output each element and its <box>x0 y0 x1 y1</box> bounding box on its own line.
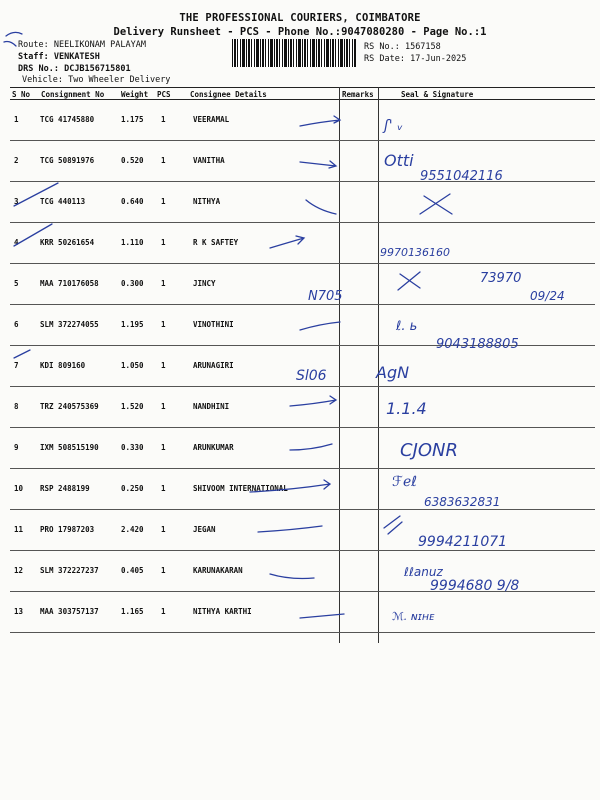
table-row <box>10 428 595 469</box>
rs-no-line <box>364 42 441 52</box>
table-row <box>10 592 595 633</box>
cell-pcs: 1 <box>161 238 166 247</box>
col-header-sno: S No <box>12 90 31 99</box>
cell-weight: 1.110 <box>121 238 144 247</box>
cell-pcs: 1 <box>161 607 166 616</box>
note-row5: 73970 <box>480 271 522 286</box>
cell-consignee: JINCY <box>193 279 216 288</box>
cell-consignee: SHIVOOM INTERNATIONAL <box>193 484 288 493</box>
cell-consignment: PRO 17987203 <box>40 525 95 534</box>
route-line <box>18 40 146 50</box>
phone-row4: 9970136160 <box>380 246 450 259</box>
table-row <box>10 387 595 428</box>
cell-consignee: ARUNKUMAR <box>193 443 234 452</box>
signature-row12: ℓℓanuz <box>404 565 443 579</box>
signature-row2: Otti <box>384 151 414 170</box>
cell-consignee: R K SAFTEY <box>193 238 239 247</box>
cell-sno: 6 <box>14 320 19 329</box>
staff-value: VENKATESH <box>53 52 100 62</box>
drs-label: DRS No.: <box>18 64 59 74</box>
table-row <box>10 264 595 305</box>
phone-row10: 6383632831 <box>424 495 501 509</box>
cell-pcs: 1 <box>161 361 166 370</box>
cell-sno: 12 <box>14 566 24 575</box>
signature-row1: ʃ' ᵥ <box>384 118 403 134</box>
cell-pcs: 1 <box>161 443 166 452</box>
col-header-remarks: Remarks <box>342 90 374 99</box>
vehicle-label: Vehicle: <box>22 75 63 85</box>
table-row <box>10 346 595 387</box>
runsheet-subtitle: Delivery Runsheet - PCS - Phone No.:9047080280 - Page No.:1 <box>113 26 487 38</box>
cell-consignee: JEGAN <box>193 525 216 534</box>
cell-consignee: NITHYA <box>193 197 221 206</box>
cell-consignment: SLM 372227237 <box>40 566 99 575</box>
cell-consignment: IXM 508515190 <box>40 443 99 452</box>
cell-pcs: 1 <box>161 279 166 288</box>
cell-sno: 11 <box>14 525 24 534</box>
cell-weight: 1.195 <box>121 320 144 329</box>
table-row <box>10 510 595 551</box>
vehicle-value: Two Wheeler Delivery <box>68 75 171 85</box>
cell-pcs: 1 <box>161 566 166 575</box>
table-top-rule <box>10 87 595 88</box>
col-header-pcs: PCS <box>157 90 171 99</box>
cell-sno: 4 <box>14 238 19 247</box>
staff-label: Staff: <box>18 52 49 62</box>
table-row <box>10 469 595 510</box>
cell-consignment: RSP 2488199 <box>40 484 90 493</box>
cell-pcs: 1 <box>161 156 166 165</box>
remark-row7: Sl06 <box>296 368 327 384</box>
phone-row12: 9994680 9/8 <box>430 578 520 594</box>
remark-row5: N705 <box>308 289 343 304</box>
cell-consignment: MAA 710176058 <box>40 279 99 288</box>
signature-row7: AgN <box>376 363 410 382</box>
cell-weight: 0.330 <box>121 443 144 452</box>
signature-row10: ℱℯℓ <box>392 474 418 490</box>
route-value: NEELIKONAM PALAYAM <box>53 40 146 50</box>
signature-row13: ℳ. ɴɪʜᴇ <box>392 610 435 623</box>
rs-no-value: 1567158 <box>404 42 441 52</box>
phone-row11: 9994211071 <box>418 534 508 550</box>
cell-weight: 1.175 <box>121 115 144 124</box>
cell-consignment: TCG 440113 <box>40 197 86 206</box>
cell-weight: 1.050 <box>121 361 144 370</box>
signature-row8: 1.1.4 <box>386 399 427 418</box>
cell-consignee: ARUNAGIRI <box>193 361 234 370</box>
company-title: THE PROFESSIONAL COURIERS, COIMBATORE <box>179 12 421 24</box>
table-row <box>10 305 595 346</box>
row-divider <box>10 632 595 633</box>
table-row <box>10 223 595 264</box>
cell-sno: 2 <box>14 156 19 165</box>
cell-weight: 0.300 <box>121 279 144 288</box>
cell-consignment: KDI 809160 <box>40 361 86 370</box>
cell-consignee: NANDHINI <box>193 402 230 411</box>
cell-consignment: TCG 50891976 <box>40 156 95 165</box>
cell-weight: 1.165 <box>121 607 144 616</box>
cell-sno: 5 <box>14 279 19 288</box>
cell-pcs: 1 <box>161 197 166 206</box>
cell-consignment: TRZ 240575369 <box>40 402 99 411</box>
rs-date-label: RS Date: <box>364 54 405 64</box>
cell-weight: 0.520 <box>121 156 144 165</box>
cell-sno: 10 <box>14 484 24 493</box>
cell-consignee: VINOTHINI <box>193 320 234 329</box>
staff-line <box>18 52 100 62</box>
table-row <box>10 551 595 592</box>
cell-weight: 0.640 <box>121 197 144 206</box>
drs-line <box>18 64 131 74</box>
rs-no-label: RS No.: <box>364 42 400 52</box>
phone-row6: 9043188805 <box>436 337 519 352</box>
vehicle-line <box>22 75 170 85</box>
cell-pcs: 1 <box>161 115 166 124</box>
table-row <box>10 100 595 141</box>
table-row <box>10 182 595 223</box>
cell-weight: 0.405 <box>121 566 144 575</box>
cell-consignment: TCG 41745880 <box>40 115 95 124</box>
cell-sno: 13 <box>14 607 24 616</box>
route-label: Route: <box>18 40 49 50</box>
rs-date-line <box>364 54 466 64</box>
signature-row6: ℓ. ь <box>396 319 418 334</box>
phone-row2: 9551042116 <box>420 169 503 184</box>
cell-weight: 2.420 <box>121 525 144 534</box>
col-header-weight: Weight <box>121 90 149 99</box>
col-header-consignment: Consignment No <box>41 90 105 99</box>
table-row <box>10 141 595 182</box>
cell-consignment: KRR 50261654 <box>40 238 95 247</box>
cell-sno: 1 <box>14 115 19 124</box>
cell-sno: 3 <box>14 197 19 206</box>
cell-pcs: 1 <box>161 402 166 411</box>
cell-consignee: NITHYA KARTHI <box>193 607 252 616</box>
cell-pcs: 1 <box>161 525 166 534</box>
cell-sno: 7 <box>14 361 19 370</box>
cell-pcs: 1 <box>161 320 166 329</box>
signature-row9: CJONR <box>400 440 459 461</box>
cell-consignee: VEERAMAL <box>193 115 230 124</box>
cell-consignee: VANITHA <box>193 156 225 165</box>
cell-pcs: 1 <box>161 484 166 493</box>
col-header-signature: Seal & Signature <box>401 90 474 99</box>
cell-sno: 9 <box>14 443 19 452</box>
barcode-image <box>232 39 356 67</box>
cell-consignee: KARUNAKARAN <box>193 566 243 575</box>
rs-date-value: 17-Jun-2025 <box>410 54 467 64</box>
cell-consignment: SLM 372274055 <box>40 320 99 329</box>
col-header-consignee: Consignee Details <box>190 90 267 99</box>
cell-consignment: MAA 303757137 <box>40 607 99 616</box>
drs-value: DCJB156715801 <box>64 64 131 74</box>
note2-row5: 09/24 <box>530 289 565 303</box>
cell-sno: 8 <box>14 402 19 411</box>
cell-weight: 0.250 <box>121 484 144 493</box>
cell-weight: 1.520 <box>121 402 144 411</box>
